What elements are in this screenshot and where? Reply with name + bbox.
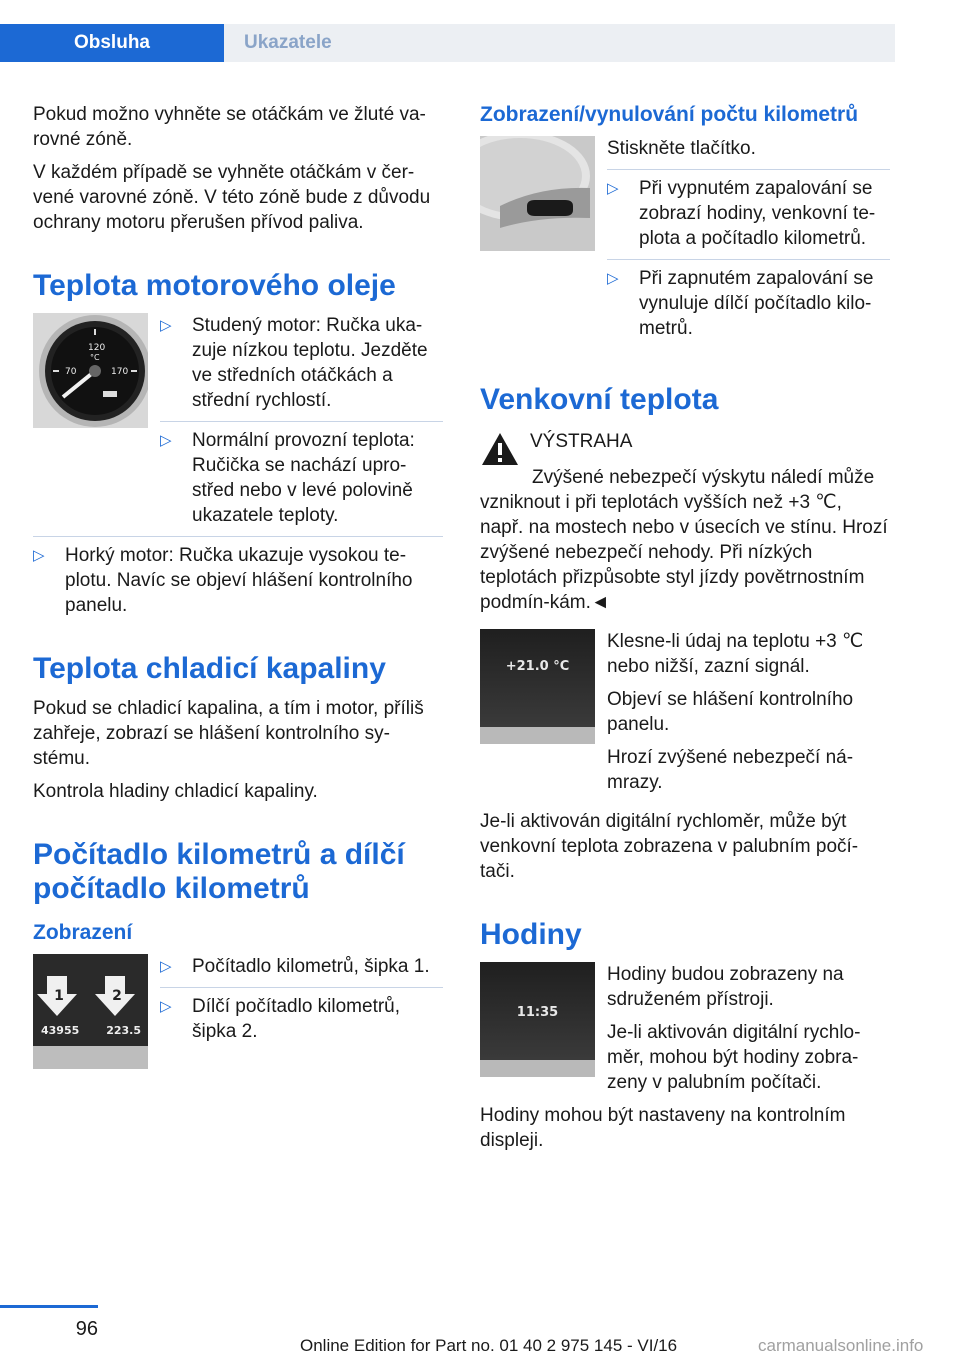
tab-ukazatele[interactable]: Ukazatele: [224, 24, 895, 62]
reset-heading: Zobrazení/vynulování počtu kilometrů: [480, 103, 859, 126]
trip-readout: 223.5: [106, 1024, 141, 1037]
oil-gauge-icon: [33, 313, 148, 428]
outside-temp-paragraph: Hrozí zvýšené nebezpečí ná-mrazy.: [607, 747, 854, 793]
odometer-image: [33, 954, 148, 1069]
gauge-label-unit: °C: [90, 353, 100, 362]
oil-temp-list-hot: [33, 536, 443, 618]
reset-intro: Stiskněte tlačítko.: [607, 138, 756, 159]
page-number: 96: [75, 1318, 98, 1340]
list-item: ▷ Počítadlo kilometrů, šipka 1.: [160, 956, 430, 977]
clock-readout: 11:35: [516, 1005, 559, 1020]
outside-temp-block: [480, 629, 890, 795]
reset-button-image: [480, 136, 595, 251]
triangle-right-icon: ▷: [607, 180, 619, 197]
right-column: [480, 102, 890, 1161]
oil-temp-list: [160, 313, 443, 536]
edition-text: Online Edition for Part no. 01 40 2 975 145 - VI/16: [300, 1336, 678, 1355]
odometer-block: [33, 954, 443, 1069]
warning-block: [480, 427, 890, 467]
list-item: ▷ Studený motor: Ručka uka-zuje nízkou teplotu. Jezděte ve středních otáčkách a střední rychlostí.: [160, 315, 428, 411]
clock-block: [480, 962, 890, 1103]
odometer-subheading: Zobrazení: [33, 921, 133, 944]
footer-divider: [0, 1305, 98, 1308]
oil-gauge-image: [33, 313, 148, 428]
list-item: ▷ Při zapnutém zapalování se vynuluje dílčí počítadlo kilo-metrů.: [607, 259, 890, 341]
header-bar: [0, 0, 960, 62]
left-column: [33, 102, 443, 1069]
tab-obsluha[interactable]: Obsluha: [0, 24, 224, 62]
odometer-list: [160, 954, 443, 1052]
intro-paragraph: Pokud možno vyhněte se otáčkám ve žluté va-rovné zóně.: [33, 104, 426, 150]
warning-title: VÝSTRAHA: [530, 431, 633, 452]
arrow-label-2: 2: [112, 988, 122, 1004]
gauge-label-70: 70: [65, 367, 77, 377]
clock-paragraph: Hodiny mohou být nastaveny na kontrolním displeji.: [480, 1105, 846, 1151]
outside-temp-paragraph: Je-li aktivován digitální rychloměr, může být venkovní teplota zobrazena v palubním počí-tači.: [480, 811, 859, 882]
triangle-right-icon: ▷: [160, 998, 172, 1015]
triangle-right-icon: ▷: [607, 270, 619, 287]
clock-content: [607, 962, 890, 1103]
outside-temp-paragraph: Klesne-li údaj na teplotu +3 ℃ nebo nižší, zazní signál.: [607, 631, 864, 677]
outside-temp-paragraph: Objeví se hlášení kontrolního panelu.: [607, 689, 854, 735]
intro-paragraph: V každém případě se vyhněte otáčkám v čer-vené varovné zóně. V této zóně bude z důvodu ochrany motoru přerušen přívod paliva.: [33, 162, 431, 233]
list-item: ▷ Dílčí počítadlo kilometrů, šipka 2.: [160, 987, 443, 1044]
triangle-right-icon: ▷: [160, 958, 172, 975]
arrow-label-1: 1: [54, 988, 64, 1004]
warning-text: Zvýšené nebezpečí výskytu náledí může vzniknout i při teplotách vyšších než +3 ℃, např. na mostech nebo v úsecích ve stínu. Hrozí zvýšené nebezpečí nehody. Při nízkých teplotách přizpůsobte styl jízdy povětrnostním podmín-kám.◄: [480, 467, 888, 613]
clock-display: [480, 962, 595, 1077]
gauge-label-170: 170: [111, 367, 129, 377]
clock-heading: Hodiny: [480, 918, 582, 951]
reset-list: [607, 169, 890, 341]
clock-paragraph: Hodiny budou zobrazeny na sdruženém přístroji.: [607, 964, 844, 1010]
triangle-right-icon: ▷: [160, 432, 172, 449]
watermark: carmanualsonline.info: [758, 1336, 924, 1355]
gauge-label-120: 120: [88, 343, 106, 353]
reset-block: [480, 136, 890, 349]
triangle-right-icon: ▷: [33, 547, 45, 564]
coolant-paragraph: Kontrola hladiny chladicí kapaliny.: [33, 781, 318, 802]
outside-temp-display: [480, 629, 595, 744]
oil-temp-block: [33, 313, 443, 536]
odometer-arrows-icon: [33, 954, 148, 1069]
odometer-readout: 43955: [41, 1024, 80, 1037]
warning-triangle-icon: [480, 431, 520, 467]
outside-temp-content: [607, 629, 890, 795]
list-item: ▷ Normální provozní teplota: Ručička se nachází upro-střed nebo v levé polovině ukazatele teploty.: [160, 421, 443, 528]
clock-paragraph: Je-li aktivován digitální rychlo-měr, mohou být hodiny zobra-zeny v palubním počítači.: [607, 1022, 861, 1093]
outside-temp-heading: Venkovní teplota: [480, 383, 719, 416]
coolant-heading: Teplota chladicí kapaliny: [33, 652, 386, 685]
coolant-paragraph: Pokud se chladicí kapalina, a tím i motor, příliš zahřeje, zobrazí se hlášení kontrolního sy-stému.: [33, 698, 424, 769]
list-item: ▷ Při vypnutém zapalování se zobrazí hodiny, venkovní te-plota a počítadlo kilometrů.: [607, 169, 890, 251]
reset-button-icon: [480, 136, 595, 251]
triangle-right-icon: ▷: [160, 317, 172, 334]
odometer-heading: Počítadlo kilometrů a dílčí počítadlo kilometrů: [33, 838, 405, 905]
oil-temp-heading: Teplota motorového oleje: [33, 269, 396, 302]
outside-temp-readout: +21.0 °C: [505, 659, 570, 674]
reset-content: [607, 136, 890, 349]
list-item: ▷ Horký motor: Ručka ukazuje vysokou te-plotu. Navíc se objeví hlášení kontrolního panelu.: [33, 545, 413, 616]
